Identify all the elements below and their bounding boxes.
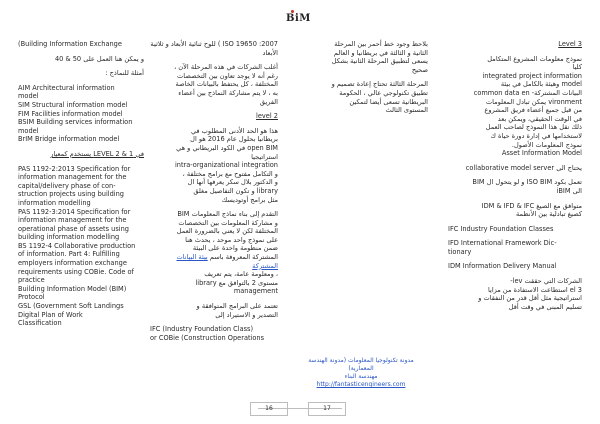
text-line: (Building Information Exchange (18, 40, 122, 48)
text-line: requirements using COBie. Code of (18, 267, 134, 276)
page-number-right: 17 (308, 402, 346, 416)
text-line: IFD International Framework Dic- (448, 239, 557, 248)
section-heading: level 2 (256, 112, 278, 121)
text-line: vironment يمكن تبادل المعلومات (485, 97, 582, 106)
text-line: مستوى 2 بالتوافق مع library (195, 278, 278, 287)
text-line: على نموذج واحد موحد ، يحدث هنا (185, 235, 278, 244)
text-line: 3 el استطاعت الاستفادة من مزايا (487, 285, 582, 294)
text-line: كليا (572, 63, 582, 72)
cde-link[interactable]: بيئة البيانات المشتركة (176, 253, 278, 270)
text-line: Digital Plan of Work (18, 310, 83, 319)
text-line: information management for the (18, 216, 127, 225)
text-line: BS 1192-4 Collaborative production (18, 241, 136, 250)
blog-subtitle: مهندسة البناء (344, 373, 378, 380)
text-line: management (233, 287, 278, 296)
text-line: بريطانيا بحلول عام 2016 هو ال (190, 135, 278, 144)
text-line: التقدم إلى بناء نماذج المعلومات BIM (177, 210, 278, 219)
text-line: operational phase of assets using (18, 224, 129, 233)
text-line: model (18, 126, 39, 135)
text-line: open BIM في الكود البريطاني و هي (176, 143, 278, 152)
text-line: الثانية و الثالثة في بريطانيا و العالم (333, 48, 428, 57)
blog-credit (305, 357, 417, 389)
text-line: BrIM Bridge information model (18, 135, 120, 144)
text-line: practice (18, 276, 45, 285)
text-line: يحتاج الى collaborative model server (465, 163, 582, 172)
text-line: و مشاركة المعلومات بين التخصصات (178, 218, 278, 227)
text-line: الى iBIM (556, 186, 582, 195)
text-line (150, 253, 278, 270)
text-line: لاستخدامها في إدارة دورة حياة ك (490, 131, 582, 140)
text-line: الشركات التي حققت lev- (510, 277, 582, 286)
text-fragment: المشتركة المعروفة باسم (207, 253, 278, 262)
text-line: بلاحظ وجود خط أحمر بين المرحلة (334, 40, 428, 48)
text-line: GSL (Government Soft Landings (18, 302, 124, 311)
text-line: المستوى الثالث (385, 106, 428, 115)
text-line: نموذج معلومات المشروع المتكامل (487, 54, 582, 63)
text-line: كصيغ تبادلية بين الأنظمة (516, 210, 582, 219)
text-line: البريطانية تسعى أيضا لتمكين (349, 97, 428, 106)
text-line: tionary (448, 247, 472, 256)
text-line: متوافق مع الصيغ IDM & IFD & IFC (481, 201, 582, 210)
text-line: employers information exchange (18, 259, 127, 268)
blog-url-link[interactable]: http://fantasticengineers.com (316, 381, 406, 388)
text-line: تعمل بكود ISO BIM و لو يتحول ال BIM (472, 178, 582, 187)
text-line: PAS 1192-3:2014 Specification for (18, 207, 131, 216)
text-line: Classification (18, 319, 62, 328)
text-line: الأبعاد (262, 48, 278, 57)
text-line: استراتيجيا (251, 152, 278, 161)
text-line: ، ومعلومة عامة، يتم تعريف (204, 270, 278, 279)
text-line: هذا هو الحد الأدنى المطلوب في (190, 126, 278, 135)
text-line: المختلفة ، كل يحتفظ بالبيانات الخاصة (175, 80, 278, 89)
column-4 (448, 40, 582, 311)
text-line: Protocol (18, 293, 45, 302)
blog-title: مدونة تكنولوجيا المعلومات (مدونة الهندسة المعمارية) (308, 357, 414, 372)
text-line: أغلب الشركات في هذه المرحلة الآن ، (174, 63, 278, 72)
text-line: AIM Architectural information (18, 83, 115, 92)
text-line: تسليم المبنى في وقت أقل (508, 302, 582, 311)
text-line: و التكامل مفتوح مع برامج مختلفة ، (182, 169, 278, 178)
text-line: library و تكون التفاصيل مغلق (193, 186, 278, 195)
section-heading: Level 3 (558, 40, 582, 48)
text-line: BSIM Building services information (18, 118, 133, 127)
text-line: IFC (Industry Foundation Class) (150, 325, 254, 334)
text-line: صحيح (411, 65, 428, 74)
text-line: ضمن منظومة واحدة على البيئة (192, 244, 278, 253)
text-line: و يمكن هنا العمل على 50 & 40 (54, 54, 144, 63)
text-line: ذلك نقل هذا النموذج لصاحب العمل (485, 123, 582, 132)
text-line: أمثلة للنماذج : (105, 69, 144, 78)
text-line: FIM Facilities information model (18, 109, 123, 118)
text-line: تطبيق تكنولوجي عالي ، الحكومة (339, 88, 428, 97)
text-line: IFC Industry Foundation Classes (448, 224, 554, 233)
column-2 (150, 40, 278, 342)
text-line: تعتمد على البرامج المتوافقة و (196, 302, 278, 311)
text-line: التصدير و الاستيراد إلى (215, 310, 278, 319)
text-line: model وهيئة بالكامل في بيئة (500, 80, 582, 89)
section-heading: في LEVEL 2 & 1 يستخدم كمعيار (50, 149, 144, 158)
text-line: SIM Structural information model (18, 100, 128, 109)
text-line: of information. Part 4: Fulfilling (18, 250, 120, 259)
text-line: المرحلة الثالثة تحتاج إعادة تصميم و (331, 80, 428, 89)
text-line: model (18, 92, 39, 101)
text-line: الفريق (259, 97, 278, 106)
text-line: Building Information Model (BIM) (18, 284, 127, 293)
text-line: integrated project information (482, 71, 582, 80)
text-line: مثل برامج أوتوديسك (221, 195, 278, 204)
text-line: PAS 1192-2:2013 Specification for (18, 164, 131, 173)
text-line: رغم أنه لا يوجد تعاون بين التخصصات (177, 71, 278, 80)
text-line: في الوقت الحقيقي، ويمكن بعد (497, 114, 582, 123)
text-line: البيانات المشتركة- common data en (473, 88, 582, 97)
text-line: به ، لا يتم مشاركة النماذج بين أعضاء (178, 88, 278, 97)
text-line: information modelling (18, 198, 91, 207)
text-line: building information modelling (18, 233, 120, 242)
text-line: Asset Information Model (501, 149, 582, 158)
text-line: المختلفة لكن لا يعني بالضرورة العمل (176, 227, 278, 236)
text-line: استراتيجية مثل أقل قدر من النفقات و (478, 294, 582, 303)
text-line: و الدكتور بلال سكر يعرفها أنها ال (187, 178, 278, 187)
column-3 (300, 40, 428, 115)
text-line: capital/delivery phase of con- (18, 181, 116, 190)
text-line: ISO 19650 :2007 ) للوح ثنائية الأبعاد و ثلاثية (150, 40, 278, 48)
text-line: or COBie (Construction Operations (150, 333, 265, 342)
column-1 (18, 40, 144, 328)
text-line: يسعى لتطبيق المرحلة الثانية بشكل (331, 57, 428, 66)
bim-logo: BiM (286, 13, 311, 24)
text-line: information management for the (18, 173, 127, 182)
text-line: من قبل جميع أعضاء فريق المشروع (484, 106, 582, 115)
page-number-left: 16 (250, 402, 288, 416)
text-line: intra-organizational integration (174, 161, 278, 170)
text-line: struction projects using building (18, 190, 124, 199)
text-line: IDM Information Delivery Manual (448, 262, 557, 271)
text-line: نموذج المعلومات الأصول. (511, 140, 582, 149)
